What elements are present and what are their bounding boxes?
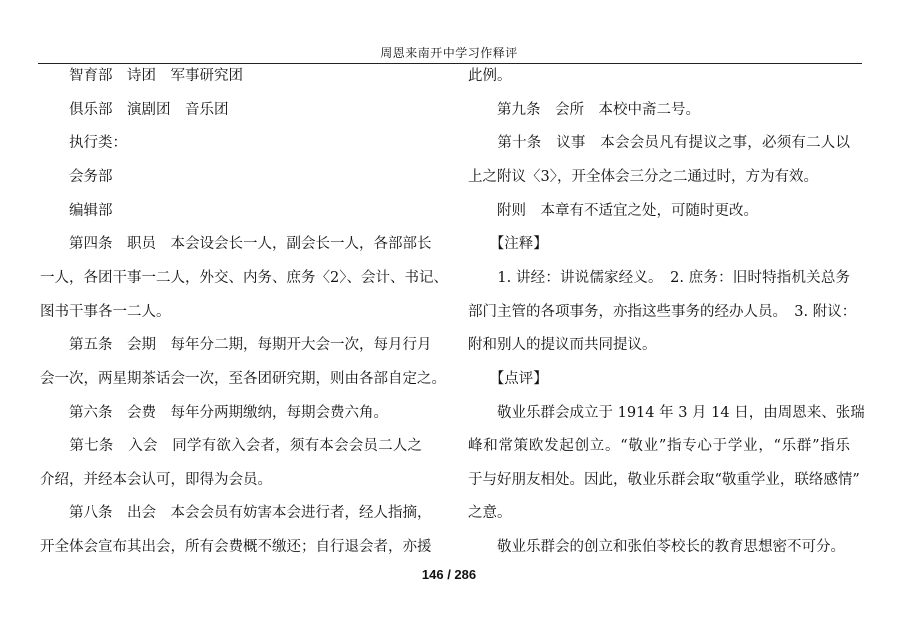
running-header: 周恩来南开中学习作释评 <box>380 46 518 60</box>
header-rule <box>38 63 862 64</box>
text-line: 第五条 会期 每年分二期，每期开大会一次，每月行月 <box>40 337 432 353</box>
text-line: 峰和常策欧发起创立。“敬业”指专心于学业，“乐群”指乐 <box>468 438 850 454</box>
text-line: 会一次，两星期茶话会一次，至各团研究期，则由各部自定之。 <box>40 371 446 387</box>
text-line: 俱乐部 演剧团 音乐团 <box>40 102 229 118</box>
text-line: 第四条 职员 本会设会长一人，副会长一人，各部部长 <box>40 236 432 252</box>
text-line: 会务部 <box>40 169 113 185</box>
text-line: 编辑部 <box>40 203 113 219</box>
text-line: 【点评】 <box>468 371 548 387</box>
text-line: 开全体会宣布其出会，所有会费概不缴还；自行退会者，亦援 <box>40 539 432 555</box>
text-line: 执行类： <box>40 135 127 151</box>
page-number: 146 / 286 <box>421 567 477 582</box>
text-line: 第十条 议事 本会会员凡有提议之事，必须有二人以 <box>468 135 850 151</box>
text-line: 第七条 入会 同学有欲入会者，须有本会会员二人之 <box>40 438 422 454</box>
text-line: 1. 讲经：讲说儒家经义。 2. 庶务：旧时特指机关总务 <box>468 270 850 286</box>
text-line: 部门主管的各项事务，亦指这些事务的经办人员。 3. 附议： <box>468 304 857 320</box>
text-line: 于与好朋友相处。因此，敬业乐群会取“敬重学业，联络感情” <box>468 472 860 488</box>
text-line: 附和别人的提议而共同提议。 <box>468 337 657 353</box>
text-line: 智育部 诗团 军事研究团 <box>40 68 243 84</box>
text-line: 一人，各团干事一二人，外交、内务、庶务〈2〉、会计、书记、 <box>40 270 448 286</box>
text-line: 图书干事各一二人。 <box>40 304 171 320</box>
text-line: 敬业乐群会的创立和张伯苓校长的教育思想密不可分。 <box>468 539 845 555</box>
text-line: 此例。 <box>468 68 512 84</box>
text-line: 第六条 会费 每年分两期缴纳，每期会费六角。 <box>40 405 388 421</box>
text-line: 第八条 出会 本会会员有妨害本会进行者，经人指摘， <box>40 505 432 521</box>
text-line: 附则 本章有不适宜之处，可随时更改。 <box>468 203 758 219</box>
text-line: 敬业乐群会成立于 1914 年 3 月 14 日，由周恩来、张瑞 <box>468 405 865 421</box>
text-line: 上之附议〈3〉，开全体会三分之二通过时，方为有效。 <box>468 169 818 185</box>
text-line: 第九条 会所 本校中斋二号。 <box>468 102 700 118</box>
text-line: 【注释】 <box>468 236 548 252</box>
text-line: 介绍，并经本会认可，即得为会员。 <box>40 472 272 488</box>
text-line: 之意。 <box>468 505 512 521</box>
